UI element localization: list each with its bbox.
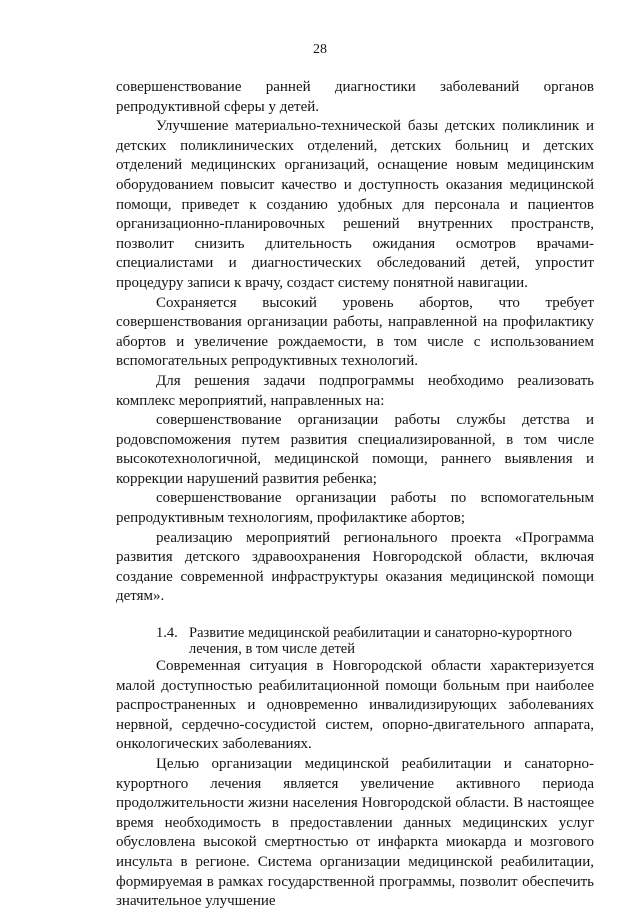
document-body bbox=[116, 78, 594, 912]
paragraph: Улучшение материально-технической базы детских поликлиник и детских поликлинических отделений, детских больниц и детских отделений медицинских организаций, оснащение новым медицинским оборудованием повысит качество и доступность оказания медицинской помощи, приведет к созданию удобных для персонала и пациентов организационно-планировочных решений внутренних пространств, позволит снизить длительность ожидания осмотров врачами-специалистами и диагностических обследований детей, упростит процедуру записи к врачу, создаст систему понятной навигации. bbox=[116, 118, 594, 291]
paragraph: Современная ситуация в Новгородской области характеризуется малой доступностью реабилитационной помощи больным при наиболее распространенных и одновременно инвалидизирующих заболеваниях нервной, сердечно-сосудистой систем, опорно-двигательного аппарата, онкологических заболеваниях. bbox=[116, 658, 594, 753]
section-number: 1.4. bbox=[156, 625, 178, 642]
paragraph: реализацию мероприятий регионального проекта «Программа развития детского здравоохранения Новгородской области, включая создание современной инфраструктуры оказания медицинской помощи детям». bbox=[116, 529, 594, 605]
section-title: Развитие медицинской реабилитации и санаторно-курортного лечения, в том числе детей bbox=[189, 625, 573, 658]
paragraph: совершенствование организации работы по вспомогательным репродуктивным технологиям, профилактике абортов; bbox=[116, 490, 594, 527]
paragraphs-before-section bbox=[116, 78, 594, 607]
paragraph: Сохраняется высокий уровень абортов, что требует совершенствования организации работы, направленной на профилактику абортов и увеличение рождаемости, в том числе с использованием вспомогательных репродуктивных технологий. bbox=[116, 294, 594, 370]
page-number: 28 bbox=[313, 42, 327, 57]
section-heading bbox=[116, 625, 594, 657]
paragraph: совершенствование ранней диагностики заболеваний органов репродуктивной сферы у детей. bbox=[116, 79, 594, 115]
paragraph: Целью организации медицинской реабилитации и санаторно-курортного лечения является увеличение активного периода продолжительности жизни населения Новгородской области. В настоящее время необходимость в предоставлении данных медицинских услуг обусловлена высокой смертностью от инфаркта миокарда и мозгового инсульта в регионе. Система организации медицинской реабилитации, формируемая в рамках государственной программы, позволит обеспечить значительное улучшение bbox=[116, 756, 594, 910]
paragraph: Для решения задачи подпрограммы необходимо реализовать комплекс мероприятий, направленных на: bbox=[116, 372, 594, 409]
paragraph: совершенствование организации работы службы детства и родовспоможения путем развития специализированной, в том числе высокотехнологичной, медицинской помощи, раннего выявления и коррекции нарушений развития ребенка; bbox=[116, 412, 594, 487]
paragraphs-after-section bbox=[116, 657, 594, 912]
